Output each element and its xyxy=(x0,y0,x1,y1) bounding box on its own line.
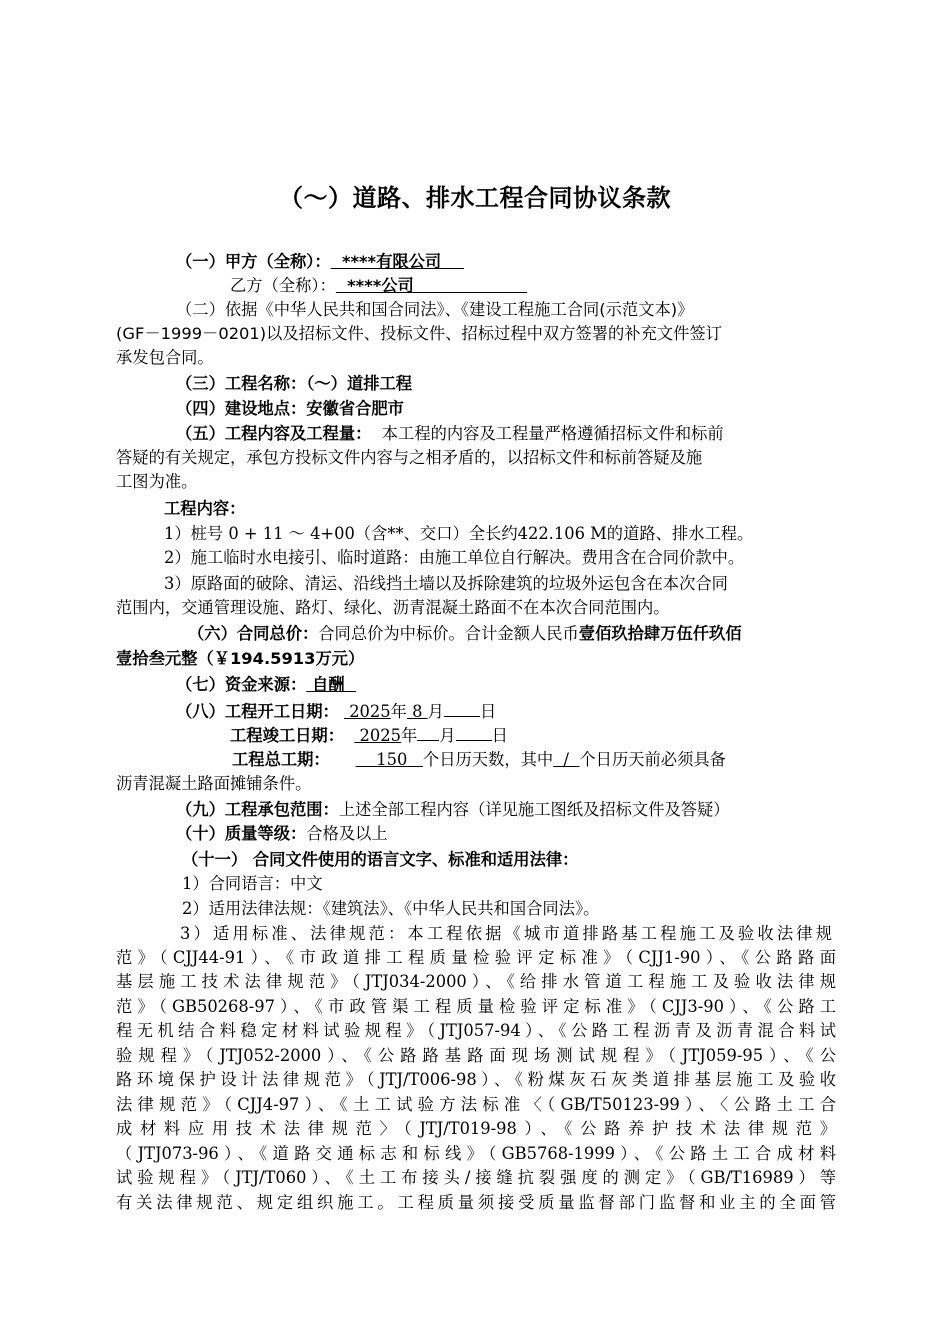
price-amount-2: 壹拾叁元整（￥194.5913万元） xyxy=(116,649,365,668)
law-item-1: 1）合同语言：中文 xyxy=(182,874,323,893)
basis-line-3: 承发包合同。 xyxy=(116,348,214,367)
end-date-line xyxy=(230,722,950,746)
law-item-3-line: 法律规范》（CJJ4-97）、《土工试验方法标准〈（GB/T50123-99）、〈公路土工合 xyxy=(116,1095,836,1114)
quality-value: 合格及以上 xyxy=(306,824,388,843)
start-day-blank xyxy=(444,698,480,717)
project-name: （三）工程名称：（～）道排工程 xyxy=(176,374,413,393)
party-a-value: ****有限公司 xyxy=(342,252,442,271)
basis-line-2: (GF－1999－0201)以及招标文件、投标文件、招标过程中双方签署的补充文件签订 xyxy=(116,324,722,343)
contract-scope-value: 上述全部工程内容（详见施工图纸及招标文件及答疑） xyxy=(338,800,730,819)
end-year-unit: 年 xyxy=(400,726,418,745)
law-item-3-line: 路环境保护设计法律规范》（JTJ/T006-98）、《粉煤灰石灰类道排基层施工及验收 xyxy=(116,1070,836,1089)
duration-slash: / xyxy=(563,750,570,769)
content-heading: 工程内容： xyxy=(164,499,246,518)
price-text: 合同总价为中标价。合计金额人民币 xyxy=(318,624,579,643)
funding-value: 自酬 xyxy=(311,675,345,694)
scope-line-2: 答疑的有关规定，承包方投标文件内容与之相矛盾的，以招标文件和标前答疑及施 xyxy=(116,448,703,467)
scope-line-1 xyxy=(176,422,896,446)
price-label: （六）合同总价： xyxy=(188,624,319,643)
start-month: 8 xyxy=(412,702,423,721)
law-item-3-line: 成材料应用技术法律规范〉（JTJ/T019-98）、《公路养护技术法律规范》 xyxy=(116,1119,836,1138)
start-date-line xyxy=(176,698,896,722)
party-a-label: （一）甲方（全称）： xyxy=(176,252,331,271)
quality-line xyxy=(176,822,896,846)
funding-label: （七）资金来源： xyxy=(176,675,307,694)
price-line-1 xyxy=(188,622,908,646)
project-location: （四）建设地点：安徽省合肥市 xyxy=(176,399,404,418)
law-item-3-line: 3）适用标准、法律规范：本工程依据《城市道排路基工程施工及验收法律规 xyxy=(180,924,832,943)
price-amount-1: 壹佰玖拾肆万伍仟玖佰 xyxy=(578,624,742,643)
law-item-3-line: 有关法律规范、规定组织施工。工程质量须接受质量监督部门监督和业主的全面管 xyxy=(116,1193,836,1212)
start-date-label: （八）工程开工日期： xyxy=(176,702,339,721)
duration-text-2: 个日历天前必须具备 xyxy=(579,750,726,769)
end-year: 2025 xyxy=(359,726,401,745)
law-item-3-line: 范》（CJJ44-91）、《市政道排工程质量检验评定标准》（CJJ1-90）、《公路路面 xyxy=(116,948,836,967)
duration-label: 工程总工期： xyxy=(232,750,330,769)
scope-label: （五）工程内容及工程量： xyxy=(176,424,372,443)
content-item-3a: 3）原路面的破除、清运、沿线挡土墙以及拆除建筑的垃圾外运包含在本次合同 xyxy=(164,574,728,593)
contract-scope-label: （九）工程承包范围： xyxy=(176,800,339,819)
content-item-3b: 范围内，交通管理设施、路灯、绿化、沥青混凝土路面不在本次合同范围内。 xyxy=(116,598,670,617)
law-item-3-line: 程无机结合料稳定材料试验规程》（JTJ057-94）、《公路工程沥青及沥青混合料试 xyxy=(116,1021,836,1040)
contract-scope-line xyxy=(176,798,896,822)
scope-text-1: 本工程的内容及工程量严格遵循招标文件和标前 xyxy=(381,424,724,443)
end-day-unit: 日 xyxy=(491,726,508,745)
content-item-1: 1）桩号 0 + 11 ～ 4+00（含**、交口）全长约422.106 M的道路、排水工程。 xyxy=(164,524,754,543)
scope-line-3: 工图为准。 xyxy=(116,472,198,491)
law-heading: （十一） 合同文件使用的语言文字、标准和适用法律： xyxy=(182,850,579,869)
document-title: （～）道路、排水工程合同协议条款 xyxy=(279,184,671,212)
law-item-3-line: 基层施工技术法律规范》（JTJ034-2000）、《给排水管道工程施工及验收法律规 xyxy=(116,972,836,991)
party-b-value: ****公司 xyxy=(347,276,414,295)
duration-line-1 xyxy=(232,748,950,772)
duration-line-2: 沥青混凝土路面摊铺条件。 xyxy=(116,774,312,793)
end-date-label: 工程竣工日期： xyxy=(230,726,344,745)
party-b-line xyxy=(230,274,950,298)
party-a-line xyxy=(176,250,896,274)
end-month-unit: 月 xyxy=(439,726,456,745)
duration-text-1: 个日历天数，其中 xyxy=(422,750,554,769)
funding-line xyxy=(176,673,896,697)
law-item-3-line: 验规程》（JTJ052-2000）、《公路路基路面现场测试规程》（JTJ059-95）、《公 xyxy=(116,1046,836,1065)
start-year-unit: 年 xyxy=(390,702,407,721)
law-item-3-line: 范》（GB50268-97）、《市政管渠工程质量检验评定标准》（CJJ3-90）、《公路工 xyxy=(116,997,836,1016)
start-year: 2025 xyxy=(349,702,391,721)
law-item-3-line: （JTJ073-96）、《道路交通标志和标线》（GB5768-1999）、《公路土工合成材料 xyxy=(116,1144,836,1163)
start-month-unit: 月 xyxy=(427,702,444,721)
start-day-unit: 日 xyxy=(479,702,497,721)
end-day-blank xyxy=(456,722,492,741)
basis-line-1: （二）依据《中华人民共和国合同法》、《建设工程施工合同(示范文本)》 xyxy=(176,300,694,319)
quality-label: （十）质量等级： xyxy=(176,824,307,843)
law-item-3-line: 试验规程》（JTJ/T060）、《土工布接头/接缝抗裂强度的测定》（GB/T16989）等 xyxy=(116,1168,836,1187)
party-b-label: 乙方（全称）： xyxy=(230,276,336,295)
law-item-2: 2）适用法律法规：《建筑法》、《中华人民共和国合同法》。 xyxy=(182,899,600,918)
end-month-blank xyxy=(417,722,439,741)
duration-days: 150 xyxy=(376,750,408,769)
content-item-2: 2）施工临时水电接引、临时道路：由施工单位自行解决。费用含在合同价款中。 xyxy=(164,548,745,567)
